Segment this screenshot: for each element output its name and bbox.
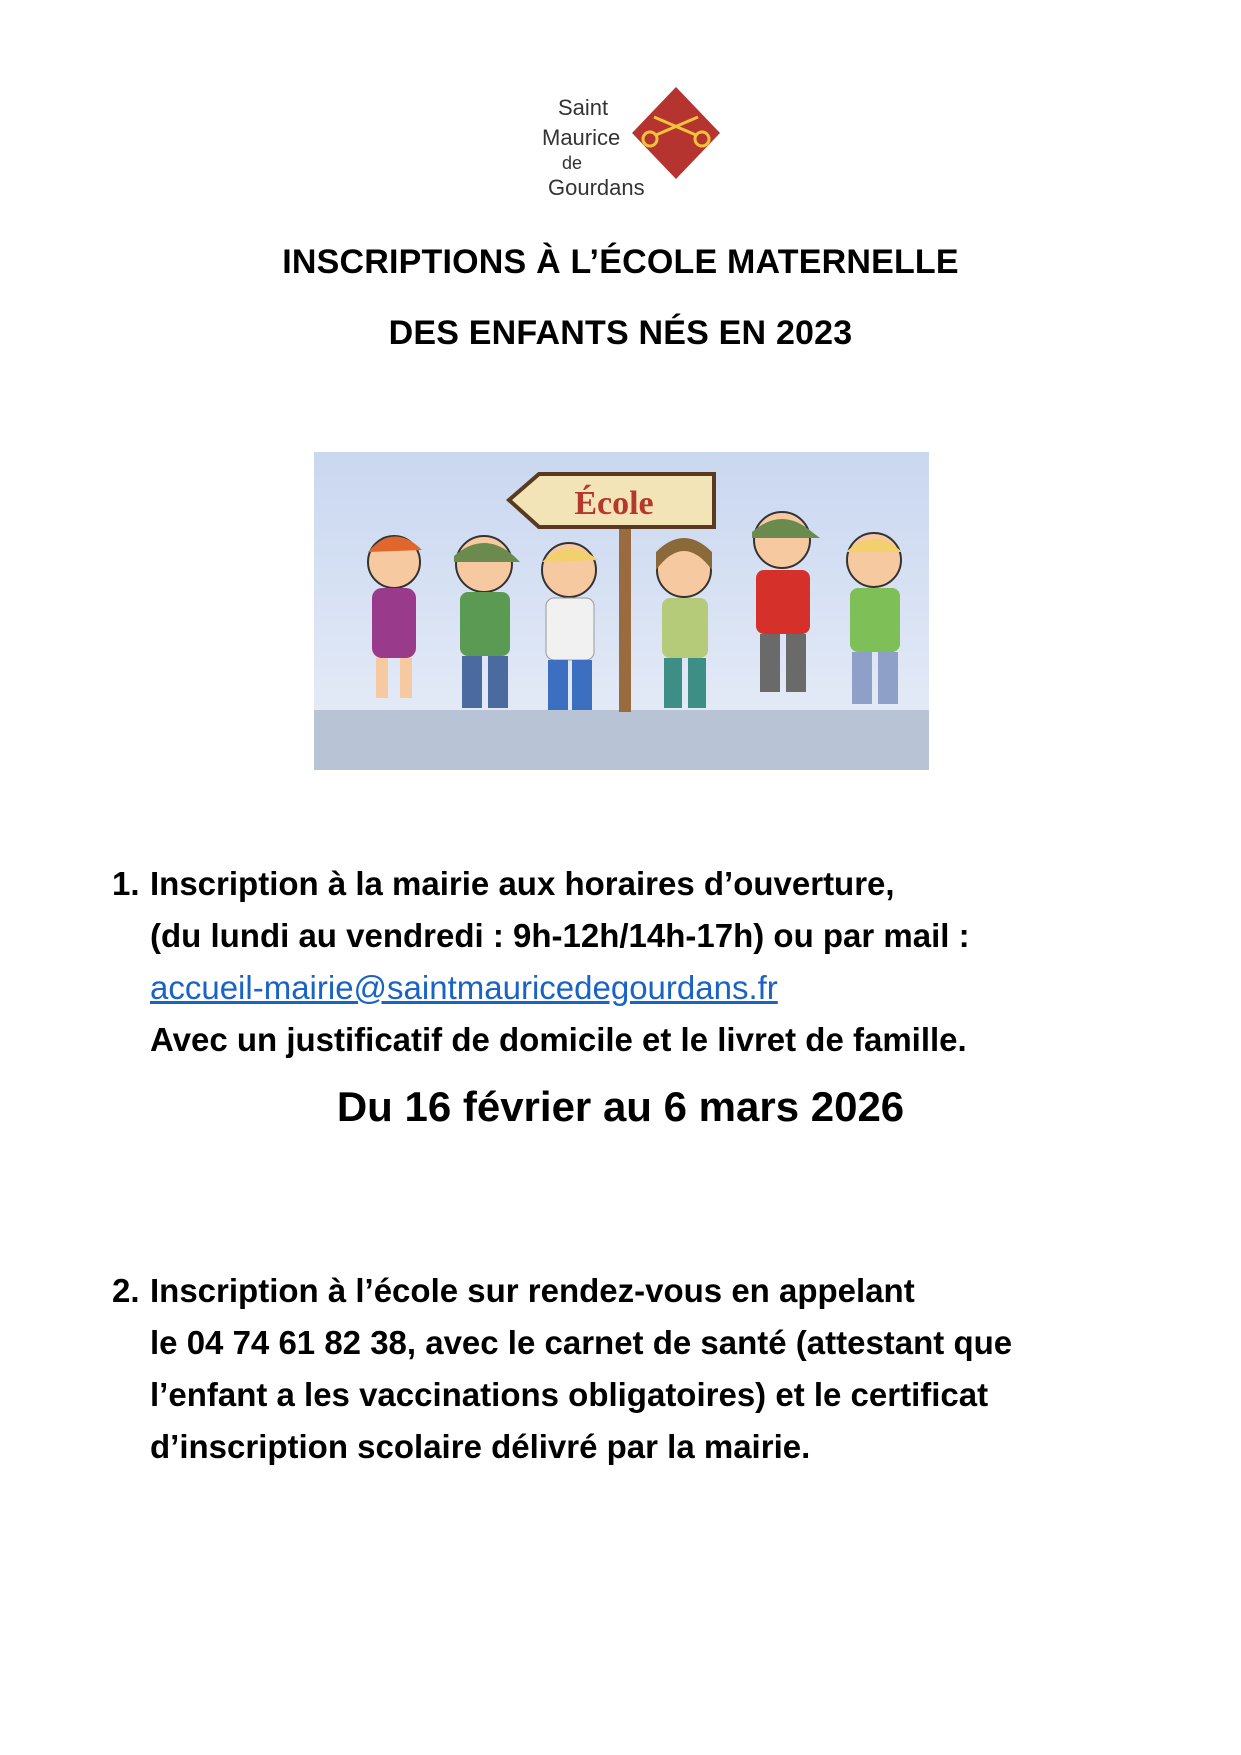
item-2-number: 2. bbox=[112, 1272, 140, 1309]
page-title-line-2: DES ENFANTS NÉS EN 2023 bbox=[388, 314, 853, 352]
item-1-number: 1. bbox=[112, 865, 140, 902]
item-2-line-3: l’enfant a les vaccinations obligatoires) et le certificat bbox=[150, 1376, 989, 1413]
item-2-line-2: le 04 74 61 82 38, avec le carnet de santé (attestant que bbox=[150, 1324, 1013, 1361]
page-title-line-1: INSCRIPTIONS À L’ÉCOLE MATERNELLE bbox=[282, 243, 959, 281]
contact-email-link[interactable]: accueil-mairie@saintmauricedegourdans.fr bbox=[150, 969, 778, 1006]
children-walking-image bbox=[314, 452, 929, 770]
item-1-line-4: Avec un justificatif de domicile et le livret de famille. bbox=[150, 1021, 967, 1058]
logo-text-saint: Saint bbox=[558, 95, 609, 120]
item-2-line-4: d’inscription scolaire délivré par la mairie. bbox=[150, 1428, 811, 1465]
logo-text-gourdans: Gourdans bbox=[548, 175, 645, 200]
signpost-pole bbox=[619, 522, 631, 712]
item-1-line-2: (du lundi au vendredi : 9h-12h/14h-17h) ou par mail : bbox=[150, 917, 970, 954]
signpost-text: École bbox=[574, 485, 654, 522]
item-2-line-1: Inscription à l’école sur rendez-vous en appelant bbox=[150, 1272, 915, 1309]
logo-text-de: de bbox=[562, 153, 583, 173]
logo-text-maurice: Maurice bbox=[542, 125, 621, 150]
logo-graphic bbox=[528, 77, 728, 217]
item-1-line-1: Inscription à la mairie aux horaires d’ouverture, bbox=[150, 865, 895, 902]
municipality-logo bbox=[528, 77, 728, 217]
school-children-illustration bbox=[314, 452, 929, 770]
registration-dates: Du 16 février au 6 mars 2026 bbox=[336, 1083, 905, 1130]
instruction-item-2 bbox=[112, 1265, 1152, 1473]
instruction-item-1 bbox=[112, 858, 1152, 1066]
